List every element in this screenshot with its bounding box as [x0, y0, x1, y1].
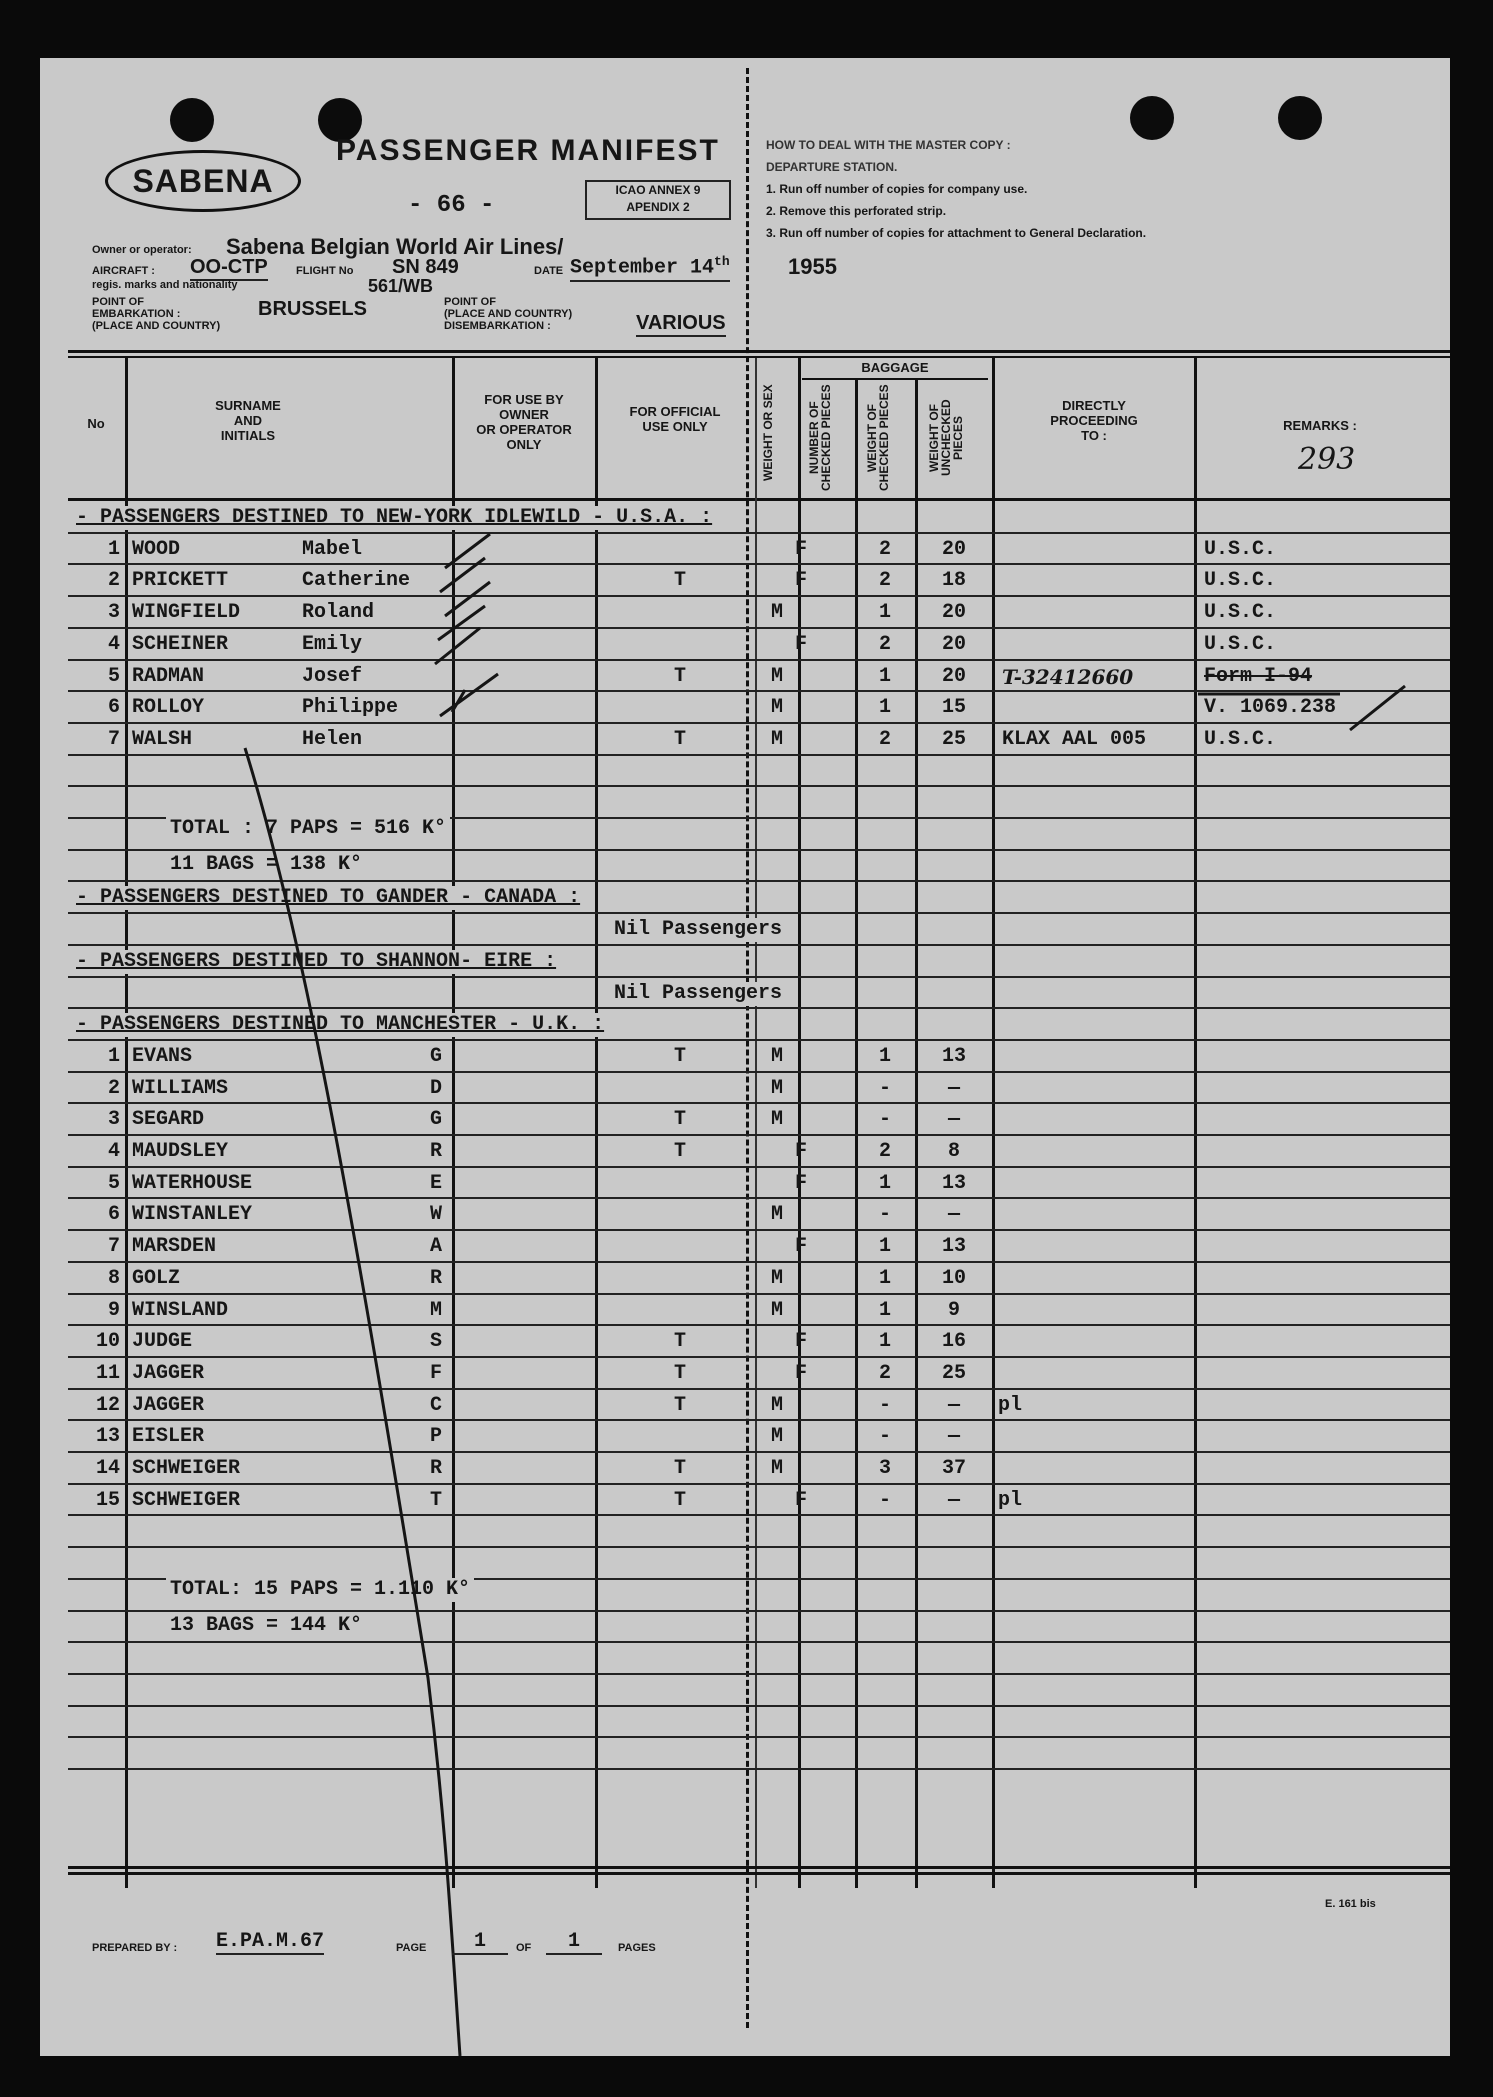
total-line-1: TOTAL: 15 PAPS = 1.110 K°	[166, 1578, 474, 1602]
col-baggage: BAGGAGE	[861, 360, 929, 375]
passenger-surname: WINSTANLEY	[132, 1203, 253, 1227]
of-value: 1	[546, 1930, 602, 1955]
passenger-initials: G	[429, 1108, 442, 1132]
aircraft-label: AIRCRAFT :	[92, 265, 155, 277]
checked-weight: 20	[941, 664, 966, 688]
checked-pieces: 3	[878, 1457, 891, 1480]
disembark-value: VARIOUS	[636, 312, 726, 337]
row-number: 7	[107, 1235, 120, 1259]
official-mark: T	[673, 727, 686, 751]
passenger-sex: F	[794, 1140, 807, 1163]
unchecked-weight: pl	[998, 1393, 1023, 1417]
checked-weight: —	[947, 1076, 960, 1100]
row-number: 11	[95, 1361, 120, 1385]
col-weight-checked: WEIGHT OF CHECKED PIECES	[865, 384, 891, 492]
flight-label: FLIGHT No	[296, 265, 354, 277]
passenger-surname: SEGARD	[132, 1108, 205, 1132]
section-heading: - PASSENGERS DESTINED TO MANCHESTER - U.K. :	[76, 1013, 610, 1037]
aircraft-value: OO-CTP	[190, 256, 268, 281]
date-value: September 14th	[570, 254, 730, 280]
passenger-sex: F	[794, 537, 807, 561]
passenger-sex: M	[770, 1076, 783, 1100]
passenger-initials: E	[429, 1171, 442, 1195]
form-code: E. 161 bis	[1325, 1898, 1376, 1910]
col-owner-use: FOR USE BY OWNER OR OPERATOR ONLY	[476, 392, 572, 452]
passenger-initials: G	[429, 1044, 442, 1068]
checked-weight: 9	[947, 1298, 960, 1322]
row-number: 7	[107, 727, 120, 751]
passenger-initials: W	[429, 1203, 442, 1227]
passenger-initials: P	[429, 1425, 442, 1449]
passenger-sex: M	[770, 1425, 783, 1449]
checked-pieces: 1	[878, 664, 891, 688]
passenger-initials: Helen	[302, 727, 363, 751]
row-number: 5	[107, 1171, 120, 1195]
regis-label: regis. marks and nationality	[92, 279, 238, 291]
passenger-surname: SCHEINER	[132, 632, 229, 656]
checked-pieces: -	[878, 1393, 891, 1417]
checked-pieces: 2	[878, 569, 891, 593]
passenger-surname: WOOD	[132, 537, 181, 561]
official-mark: T	[673, 1044, 686, 1068]
checked-pieces: -	[878, 1108, 891, 1132]
passenger-sex: M	[770, 727, 783, 751]
passenger-initials: R	[429, 1457, 442, 1480]
checked-pieces: -	[878, 1076, 891, 1100]
instruction-1: 1. Run off number of copies for company use.	[766, 182, 1028, 196]
remark-underline	[1198, 686, 1405, 730]
passenger-sex: M	[770, 664, 783, 688]
checked-pieces: 1	[878, 1266, 891, 1290]
instructions-title: HOW TO DEAL WITH THE MASTER COPY :	[766, 138, 1011, 152]
passenger-sex: F	[794, 569, 807, 593]
passenger-sex: F	[794, 1488, 807, 1512]
official-mark: T	[673, 1108, 686, 1132]
passenger-initials: M	[429, 1298, 442, 1322]
remarks: Form I-94	[1204, 664, 1313, 688]
row-number: 14	[95, 1457, 120, 1480]
passenger-surname: RADMAN	[132, 664, 205, 688]
icao-reference: ICAO ANNEX 9 APENDIX 2	[585, 180, 731, 220]
of-label: OF	[516, 1942, 532, 1954]
passenger-sex: M	[770, 1298, 783, 1322]
passenger-initials: D	[429, 1076, 442, 1100]
remarks: U.S.C.	[1204, 601, 1277, 625]
checked-weight: —	[947, 1203, 960, 1227]
total-line-2: 13 BAGS = 144 K°	[166, 1614, 366, 1638]
section-heading: - PASSENGERS DESTINED TO SHANNON- EIRE :	[76, 950, 562, 974]
passenger-surname: JUDGE	[132, 1330, 193, 1354]
col-weight-sex: WEIGHT OR SEX	[761, 384, 775, 482]
official-mark: T	[673, 1393, 686, 1417]
checked-weight: 15	[941, 696, 966, 720]
passenger-surname: MARSDEN	[132, 1235, 217, 1259]
passenger-sex: F	[794, 1171, 807, 1195]
checked-weight: —	[947, 1488, 960, 1512]
passenger-sex: M	[770, 1457, 783, 1480]
owner-label: Owner or operator:	[92, 244, 192, 256]
remarks: V. 1069.238	[1204, 696, 1337, 720]
row-number: 12	[95, 1393, 120, 1417]
passenger-sex: F	[794, 1361, 807, 1385]
row-number: 2	[107, 569, 120, 593]
checked-weight: 25	[941, 727, 966, 751]
passenger-sex: F	[794, 1330, 807, 1354]
col-weight-unchecked: WEIGHT OF UNCHECKED PIECES	[927, 399, 965, 477]
row-number: 3	[107, 601, 120, 625]
passenger-sex: M	[770, 1393, 783, 1417]
disembark-label-1: POINT OF	[444, 296, 496, 308]
unchecked-weight: pl	[998, 1488, 1023, 1512]
passenger-sex: M	[770, 696, 783, 720]
checked-pieces: 1	[878, 1330, 891, 1354]
official-mark: T	[673, 1330, 686, 1354]
checked-weight: 37	[941, 1457, 966, 1480]
checked-weight: 13	[941, 1235, 966, 1259]
total-line-1: TOTAL : 7 PAPS = 516 K°	[166, 817, 450, 841]
col-directly: DIRECTLY PROCEEDING TO :	[1050, 398, 1138, 443]
official-mark: T	[673, 569, 686, 593]
row-number: 3	[107, 1108, 120, 1132]
remarks: U.S.C.	[1204, 537, 1277, 561]
row-number: 1	[107, 1044, 120, 1068]
directly-proceeding: KLAX AAL 005	[1002, 727, 1147, 751]
passenger-initials: A	[429, 1235, 442, 1259]
section-heading: - PASSENGERS DESTINED TO GANDER - CANADA :	[76, 886, 586, 910]
passenger-sex: M	[770, 1203, 783, 1227]
passenger-sex: M	[770, 1266, 783, 1290]
checked-weight: 10	[941, 1266, 966, 1290]
passenger-initials: R	[429, 1266, 442, 1290]
checked-pieces: 1	[878, 1235, 891, 1259]
checked-pieces: 2	[878, 727, 891, 751]
embark-label-3: (PLACE AND COUNTRY)	[92, 320, 221, 332]
passenger-initials: S	[429, 1330, 442, 1354]
checked-weight: 13	[941, 1044, 966, 1068]
date-year: 1955	[788, 254, 837, 279]
row-number: 13	[95, 1425, 120, 1449]
remarks: U.S.C.	[1204, 569, 1277, 593]
page-label: PAGE	[396, 1942, 427, 1954]
handwriting-overlay	[40, 58, 1450, 2056]
passenger-surname: SCHWEIGER	[132, 1457, 241, 1480]
passenger-surname: EISLER	[132, 1425, 205, 1449]
row-number: 6	[107, 1203, 120, 1227]
page-number: - 66 -	[408, 192, 495, 219]
section-heading: - PASSENGERS DESTINED TO NEW-YORK IDLEWILD - U.S.A. :	[76, 506, 718, 530]
passenger-surname: WINGFIELD	[132, 601, 241, 625]
passenger-surname: ROLLOY	[132, 696, 205, 720]
passenger-initials: Philippe	[302, 696, 399, 720]
passenger-surname: GOLZ	[132, 1266, 181, 1290]
col-official-use: FOR OFFICIAL USE ONLY	[629, 404, 721, 434]
owner-value: Sabena Belgian World Air Lines/	[226, 234, 564, 259]
instruction-2: 2. Remove this perforated strip.	[766, 204, 947, 218]
checked-pieces: 1	[878, 601, 891, 625]
instructions-sub: DEPARTURE STATION.	[766, 160, 898, 174]
passenger-surname: EVANS	[132, 1044, 193, 1068]
instruction-3: 3. Run off number of copies for attachment to General Declaration.	[766, 226, 1147, 240]
passenger-initials: C	[429, 1393, 442, 1417]
directly-proceeding: T-32412660	[1002, 664, 1134, 689]
row-number: 10	[95, 1330, 120, 1354]
checked-pieces: -	[878, 1488, 891, 1512]
passenger-surname: MAUDSLEY	[132, 1140, 229, 1163]
passenger-initials: Mabel	[302, 537, 363, 561]
pages-label: PAGES	[618, 1942, 656, 1954]
disembark-label-3: DISEMBARKATION :	[444, 320, 551, 332]
checked-weight: 13	[941, 1171, 966, 1195]
remarks-note: 293	[1298, 442, 1356, 477]
passenger-surname: WATERHOUSE	[132, 1171, 253, 1195]
checked-weight: 8	[947, 1140, 960, 1163]
row-number: 15	[95, 1488, 120, 1512]
prepared-value: E.PA.M.67	[216, 1930, 325, 1953]
date-label: DATE	[534, 265, 564, 277]
passenger-sex: M	[770, 1044, 783, 1068]
checked-weight: 20	[941, 601, 966, 625]
checked-pieces: -	[878, 1425, 891, 1449]
row-number: 4	[107, 1140, 120, 1163]
checked-weight: —	[947, 1425, 960, 1449]
passenger-surname: WILLIAMS	[132, 1076, 229, 1100]
row-number: 5	[107, 664, 120, 688]
row-number: 1	[107, 537, 120, 561]
official-mark: T	[673, 1361, 686, 1385]
passenger-surname: PRICKETT	[132, 569, 229, 593]
official-mark: T	[673, 1488, 686, 1512]
checked-weight: —	[947, 1108, 960, 1132]
passenger-initials: Josef	[302, 664, 363, 688]
passenger-surname: SCHWEIGER	[132, 1488, 241, 1512]
col-no: No	[87, 416, 105, 431]
passenger-sex: F	[794, 632, 807, 656]
passenger-initials: Catherine	[302, 569, 411, 593]
page-value: 1	[452, 1930, 508, 1955]
passenger-sex: F	[794, 1235, 807, 1259]
row-number: 8	[107, 1266, 120, 1290]
checked-pieces: 2	[878, 632, 891, 656]
remarks: U.S.C.	[1204, 632, 1277, 656]
checked-pieces: 2	[878, 1140, 891, 1163]
checked-pieces: 2	[878, 1361, 891, 1385]
manifest-title: PASSENGER MANIFEST	[336, 134, 720, 167]
passenger-sex: M	[770, 601, 783, 625]
table-bottom-rule	[68, 1866, 1450, 1869]
check-marks	[435, 534, 498, 716]
row-number: 6	[107, 696, 120, 720]
passenger-initials: T	[429, 1488, 442, 1512]
passenger-sex: M	[770, 1108, 783, 1132]
checked-weight: 16	[941, 1330, 966, 1354]
checked-weight: 25	[941, 1361, 966, 1385]
checked-pieces: -	[878, 1203, 891, 1227]
passenger-surname: WINSLAND	[132, 1298, 229, 1322]
checked-weight: 20	[941, 537, 966, 561]
embark-label-1: POINT OF	[92, 296, 144, 308]
total-line-2: 11 BAGS = 138 K°	[166, 853, 366, 877]
table-bottom-rule-2	[68, 1872, 1450, 1875]
remarks: U.S.C.	[1204, 727, 1277, 751]
checked-pieces: 1	[878, 1044, 891, 1068]
section-note: Nil Passengers	[614, 982, 786, 1006]
passenger-initials: F	[429, 1361, 442, 1385]
checked-pieces: 1	[878, 1298, 891, 1322]
embark-value: BRUSSELS	[258, 298, 367, 320]
prepared-label: PREPARED BY :	[92, 1942, 178, 1954]
col-remarks: REMARKS :	[1283, 418, 1357, 433]
checked-weight: 18	[941, 569, 966, 593]
embark-label-2: EMBARKATION :	[92, 308, 181, 320]
official-mark: T	[673, 664, 686, 688]
disembark-label-2: (PLACE AND COUNTRY)	[444, 308, 573, 320]
passenger-initials: Emily	[302, 632, 363, 656]
manifest-sheet	[40, 58, 1450, 2056]
passenger-initials: Roland	[302, 601, 375, 625]
official-mark: T	[673, 1457, 686, 1480]
row-number: 2	[107, 1076, 120, 1100]
official-mark: T	[673, 1140, 686, 1163]
row-number: 9	[107, 1298, 120, 1322]
passenger-surname: WALSH	[132, 727, 193, 751]
pen-stroke	[245, 748, 460, 2056]
section-note: Nil Passengers	[614, 918, 786, 942]
col-num-checked: NUMBER OF CHECKED PIECES	[807, 384, 833, 492]
checked-pieces: 1	[878, 1171, 891, 1195]
checked-weight: 20	[941, 632, 966, 656]
flight-sub: 561/WB	[368, 276, 434, 296]
passenger-initials: R	[429, 1140, 442, 1163]
sabena-logo: SABENA	[105, 150, 301, 212]
row-number: 4	[107, 632, 120, 656]
passenger-surname: JAGGER	[132, 1393, 205, 1417]
passenger-surname: JAGGER	[132, 1361, 205, 1385]
checked-pieces: 1	[878, 696, 891, 720]
checked-weight: —	[947, 1393, 960, 1417]
flight-value: SN 849	[392, 256, 459, 278]
checked-pieces: 2	[878, 537, 891, 561]
col-surname: SURNAME AND INITIALS	[215, 398, 281, 443]
